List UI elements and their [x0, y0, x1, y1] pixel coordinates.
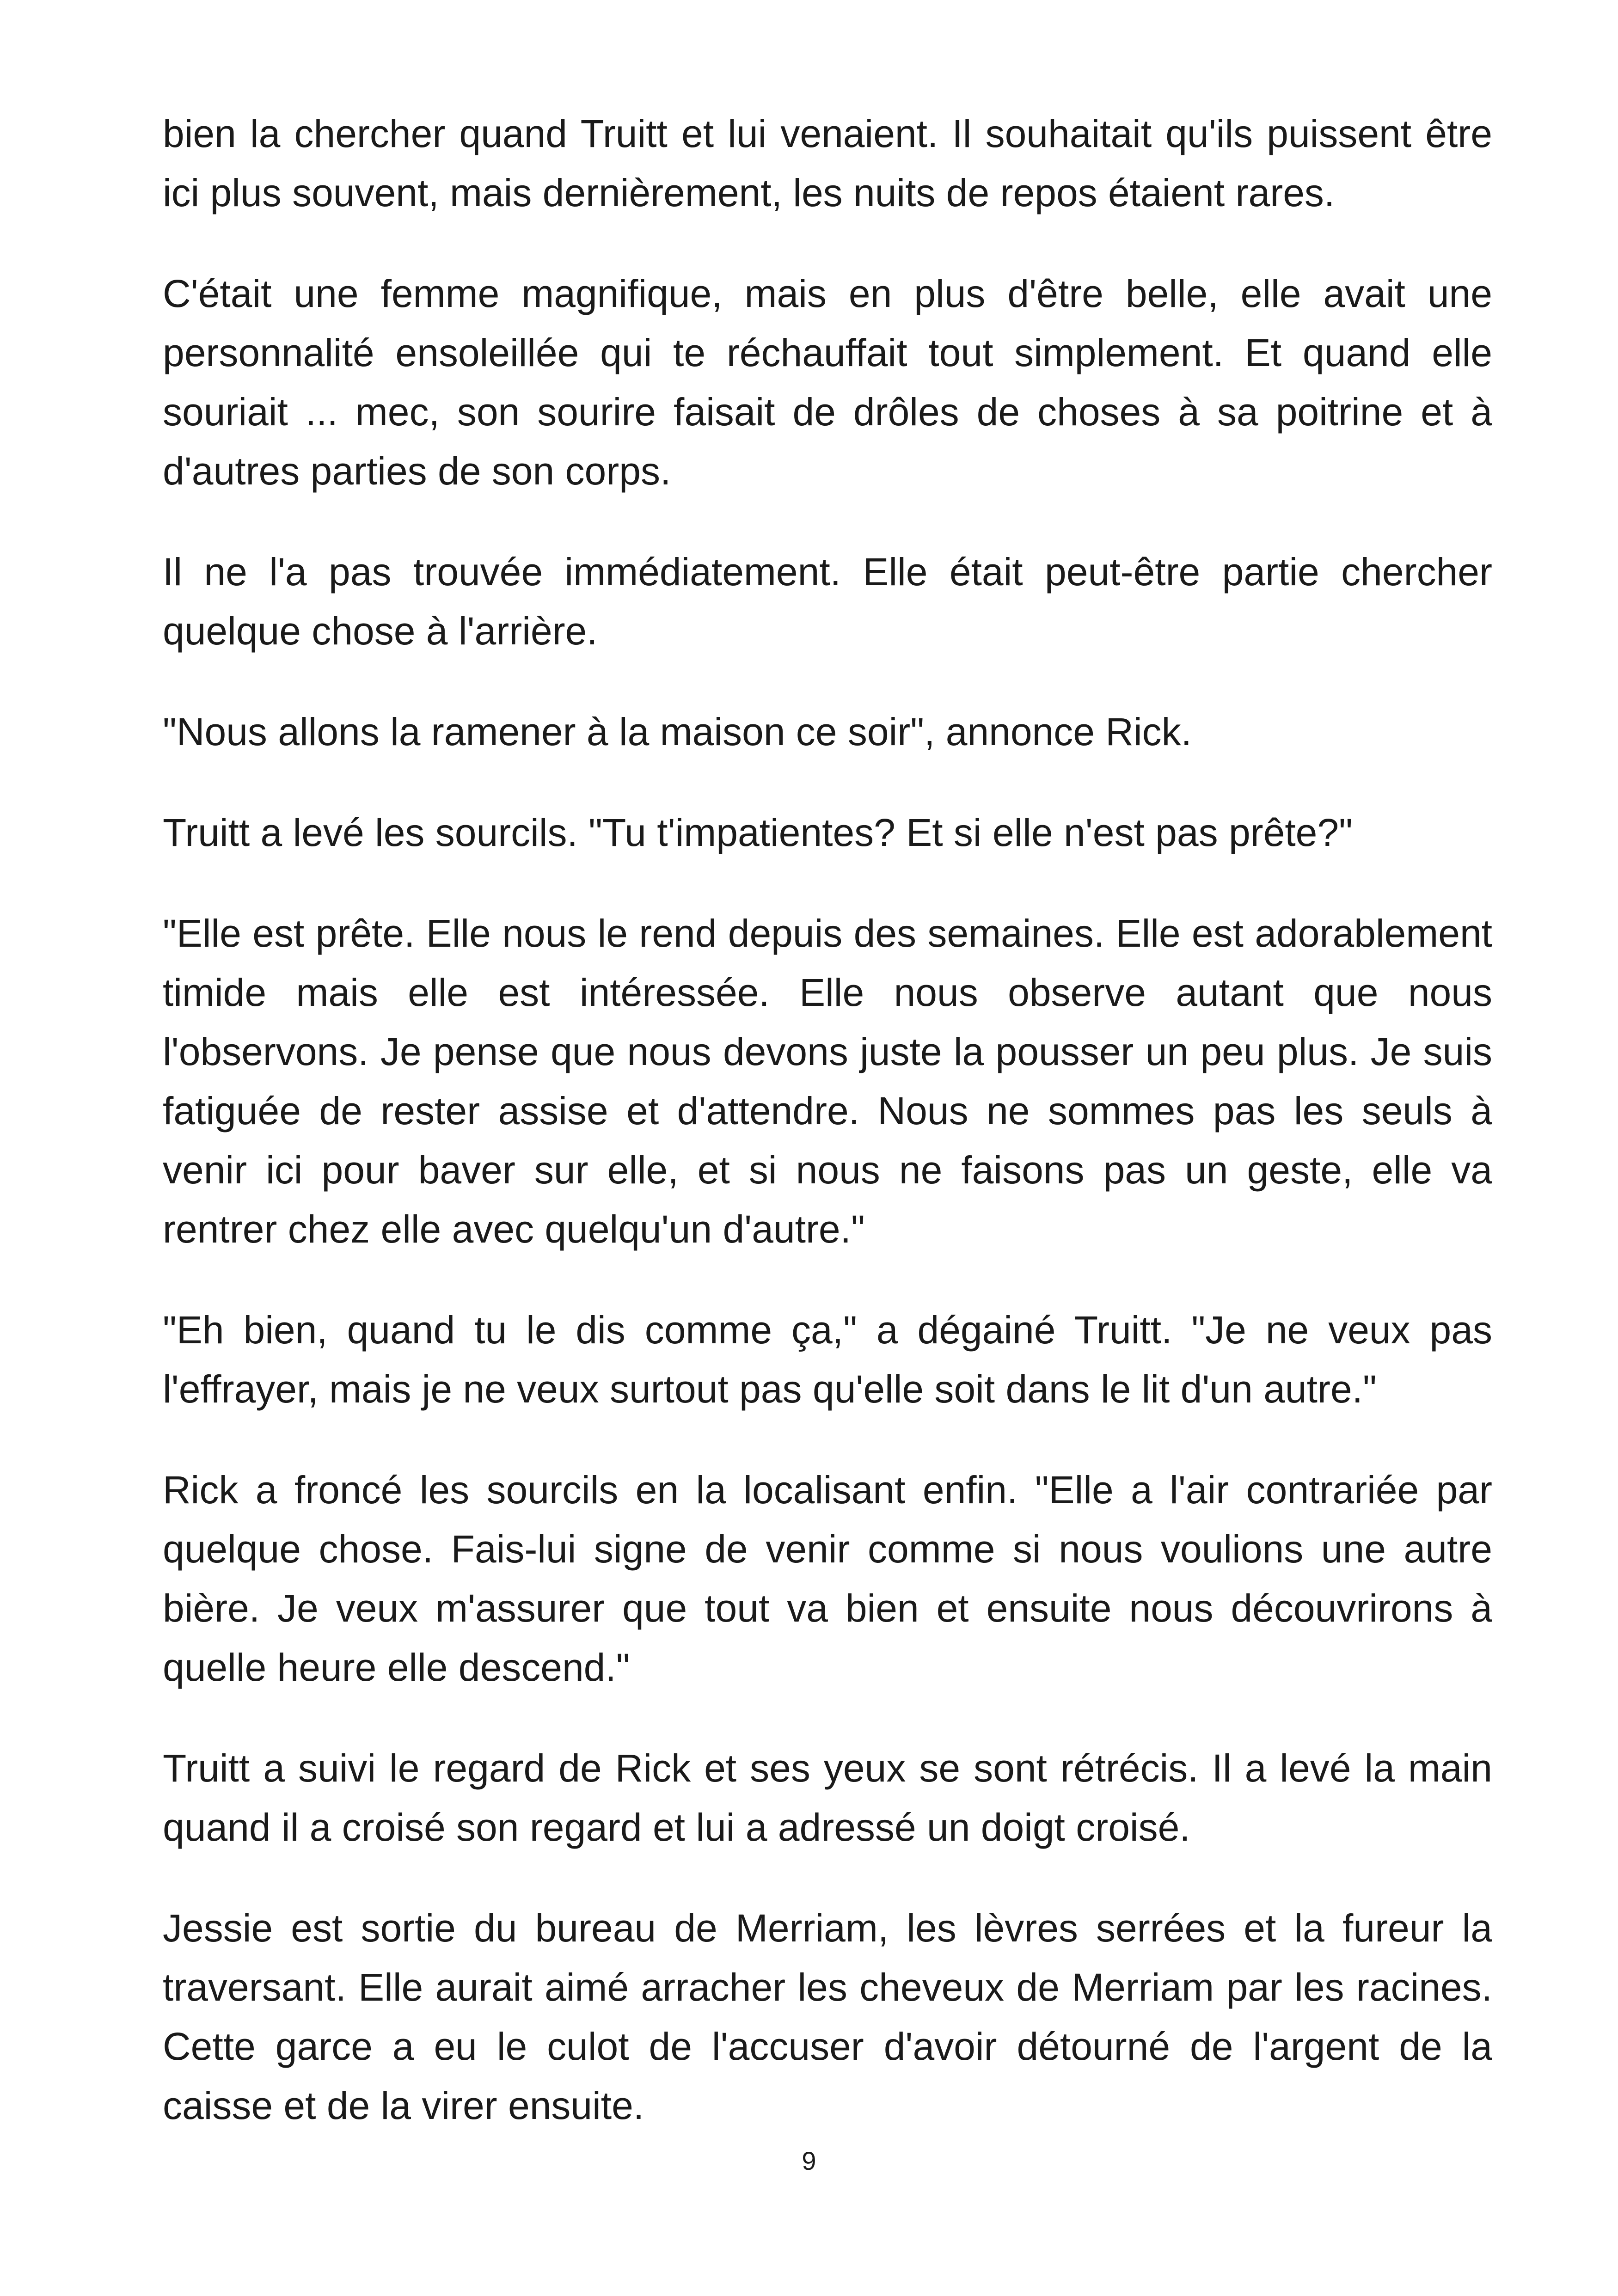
paragraph-9: Truitt a suivi le regard de Rick et ses yeux se sont rétrécis. Il a levé la main quand il a croisé son regard et lui a adressé un doigt croisé. — [163, 1746, 1492, 1849]
paragraph-1: bien la chercher quand Truitt et lui venaient. Il souhaitait qu'ils puissent être ici plus souvent, mais dernièrement, les nuits de repos étaient rares. — [163, 112, 1492, 214]
paragraph-8: Rick a froncé les sourcils en la localisant enfin. "Elle a l'air contrariée par quelque chose. Fais-lui signe de venir comme si nous voulions une autre bière. Je veux m'assurer que tout va bien et ensuite nous découvrirons à quelle heure elle descend." — [163, 1468, 1492, 1689]
paragraph-7: "Eh bien, quand tu le dis comme ça," a dégainé Truitt. "Je ne veux pas l'effrayer, mais je ne veux surtout pas qu'elle soit dans le lit d'un autre." — [163, 1308, 1492, 1411]
paragraph-4: "Nous allons la ramener à la maison ce soir", annonce Rick. — [163, 710, 1192, 753]
page-number: 9 — [802, 2146, 816, 2175]
paragraph-2: C'était une femme magnifique, mais en plus d'être belle, elle avait une personnalité ensoleillée qui te réchauffait tout simplement. Et quand elle souriait ... mec, son sourire faisait de drôles de choses à sa poitrine et à d'autres parties de son corps. — [163, 272, 1492, 493]
paragraph-10: Jessie est sortie du bureau de Merriam, les lèvres serrées et la fureur la traversant. Elle aurait aimé arracher les cheveux de Merriam par les racines. Cette garce a eu le culot de l'accuser d'avoir détourné de l'argent de la caisse et de la virer ensuite. — [163, 1906, 1492, 2127]
paragraph-3: Il ne l'a pas trouvée immédiatement. Elle était peut-être partie chercher quelque chose à l'arrière. — [163, 550, 1492, 653]
paragraph-5: Truitt a levé les sourcils. "Tu t'impatientes? Et si elle n'est pas prête?" — [163, 811, 1353, 854]
paragraph-6: "Elle est prête. Elle nous le rend depuis des semaines. Elle est adorablement timide mais elle est intéressée. Elle nous observe autant que nous l'observons. Je pense que nous devons juste la pousser un peu plus. Je suis fatiguée de rester assise et d'attendre. Nous ne sommes pas les seuls à venir ici pour baver sur elle, et si nous ne faisons pas un geste, elle va rentrer chez elle avec quelqu'un d'autre." — [163, 912, 1492, 1251]
body-text — [163, 104, 1492, 2135]
